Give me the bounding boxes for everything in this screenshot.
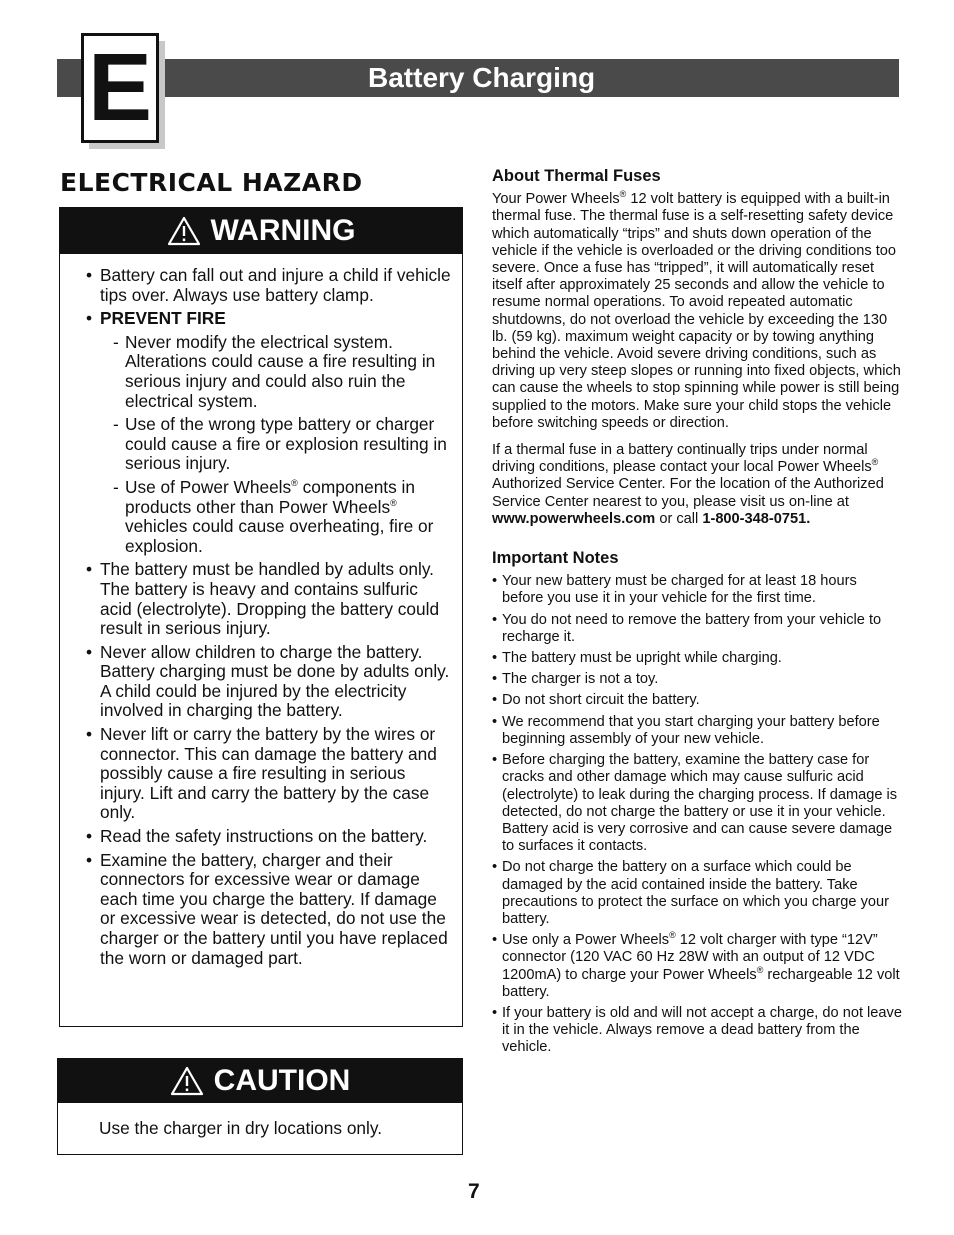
warning-item: • Battery can fall out and injure a child if vehicle tips over. Always use battery clamp. [86,265,451,305]
note-item: • The battery must be upright while charging. [492,650,782,667]
caution-text: Use the charger in dry locations only. [99,1118,383,1138]
warning-subitem: - Use of the wrong type battery or charger could cause a fire or explosion resulting in serious injury. [113,414,447,474]
electrical-hazard-title: ELECTRICAL HAZARD [60,168,363,197]
warning-label: WARNING [210,214,356,247]
warning-body [60,254,462,968]
caution-triangle-icon [170,1066,204,1096]
caution-box [57,1058,463,1155]
note-item: • Do not short circuit the battery. [492,692,700,709]
warning-item: • Never lift or carry the battery by the wires or connector. This can damage the battery and possibly cause a fire resulting in serious injury. Lift and carry the battery by the case only. [86,724,437,823]
warning-box [59,207,463,1027]
section-letter: E [87,34,153,141]
warning-item: • Examine the battery, charger and their connectors for excessive wear or damage each time you charge the battery. If damage or excessive wear is detected, do not use the charger or the battery until you have replaced the worn or damaged part. [86,849,448,968]
right-column [492,168,902,1061]
warning-header [60,208,462,254]
note-item: • If your battery is old and will not accept a charge, do not leave it in the vehicle. Always remove a dead battery from the vehicle. [492,1004,902,1056]
section-letter-box [81,33,159,143]
thermal-fuses-title: About Thermal Fuses [492,167,661,185]
caution-header [58,1059,462,1103]
important-notes-list [492,573,902,1056]
warning-subitem: - Use of Power Wheels® components in products other than Power Wheels® vehicles could cause overheating, fire or explosion. [113,476,434,556]
caution-label: CAUTION [213,1064,351,1097]
note-item: • Do not charge the battery on a surface which could be damaged by the acid contained inside the battery. Take precautions to protect the surface on which you charge your battery. [492,859,889,927]
note-item: • Use only a Power Wheels® 12 volt charger with type “12V” connector (120 VAC 60 Hz 28W with an output of 12 VDC 1200mA) to charge your Power Wheels® rechargeable 12 volt battery. [492,930,900,1000]
note-item: • We recommend that you start charging your battery before beginning assembly of your new vehicle. [492,713,880,747]
service-center-paragraph: If a thermal fuse in a battery continually trips under normal driving conditions, please contact your local Power Wheels® Authorized Service Center. For the location of the Authorized Service Center nearest to you, please visit us on-line at www.powerwheels.com or call 1-800-348-0751. [492,442,884,527]
note-item: • Your new battery must be charged for at least 18 hours before you use it in your vehicle for the first time. [492,573,857,607]
warning-item: • Never allow children to charge the battery. Battery charging must be done by adults only. A child could be injured by the electricity involved in charging the battery. [86,641,450,721]
phone-number: 1-800-348-0751. [702,510,811,527]
note-item: • The charger is not a toy. [492,671,659,688]
note-item: • Before charging the battery, examine the battery case for cracks and other damage which may cause sulfuric acid (electrolyte) to leak during the charging process. If damage is detected, do not charge the battery or use it in your vehicle. Battery acid is very corrosive and can cause severe damage to surfaces it contacts. [492,752,898,855]
warning-subitem: - Never modify the electrical system. Alterations could cause a fire resulting in serious injury and could also ruin the electrical system. [113,331,436,411]
warning-triangle-icon [167,216,201,246]
website-link: www.powerwheels.com [492,510,656,527]
warning-item: • Read the safety instructions on the battery. [86,826,428,847]
important-notes-title: Important Notes [492,549,619,568]
warning-item: • The battery must be handled by adults only. The battery is heavy and contains sulfuric acid (electrolyte). Dropping the battery could result in serious injury. [86,559,440,639]
page-title: Battery Charging [368,62,596,93]
thermal-fuses-paragraph: Your Power Wheels® 12 volt battery is equipped with a built-in thermal fuse. The thermal fuse is a self-resetting safety device which automatically “trips” and shuts down operation of the vehicle if the vehicle is overloaded or the driving conditions too severe. Once a fuse has “tripped”, it will automatically reset itself after approximately 25 seconds and allow the vehicle to resume normal operations. To avoid repeated automatic shutdowns, do not overload the vehicle by exceeding the 130 lb. (59 kg). maximum weight capacity or by towing anything behind the vehicle. Avoid severe driving conditions, such as driving up very steep slopes or running into fixed objects, which can cause the wheels to stop spinning while power is still being supplied to the motors. Make sure your child stops the vehicle before switching speeds or direction. [492,189,901,431]
warning-item-prevent-fire: • PREVENT FIRE [86,308,226,329]
page-number: 7 [468,1180,480,1203]
note-item: • You do not need to remove the battery from your vehicle to recharge it. [492,611,882,645]
